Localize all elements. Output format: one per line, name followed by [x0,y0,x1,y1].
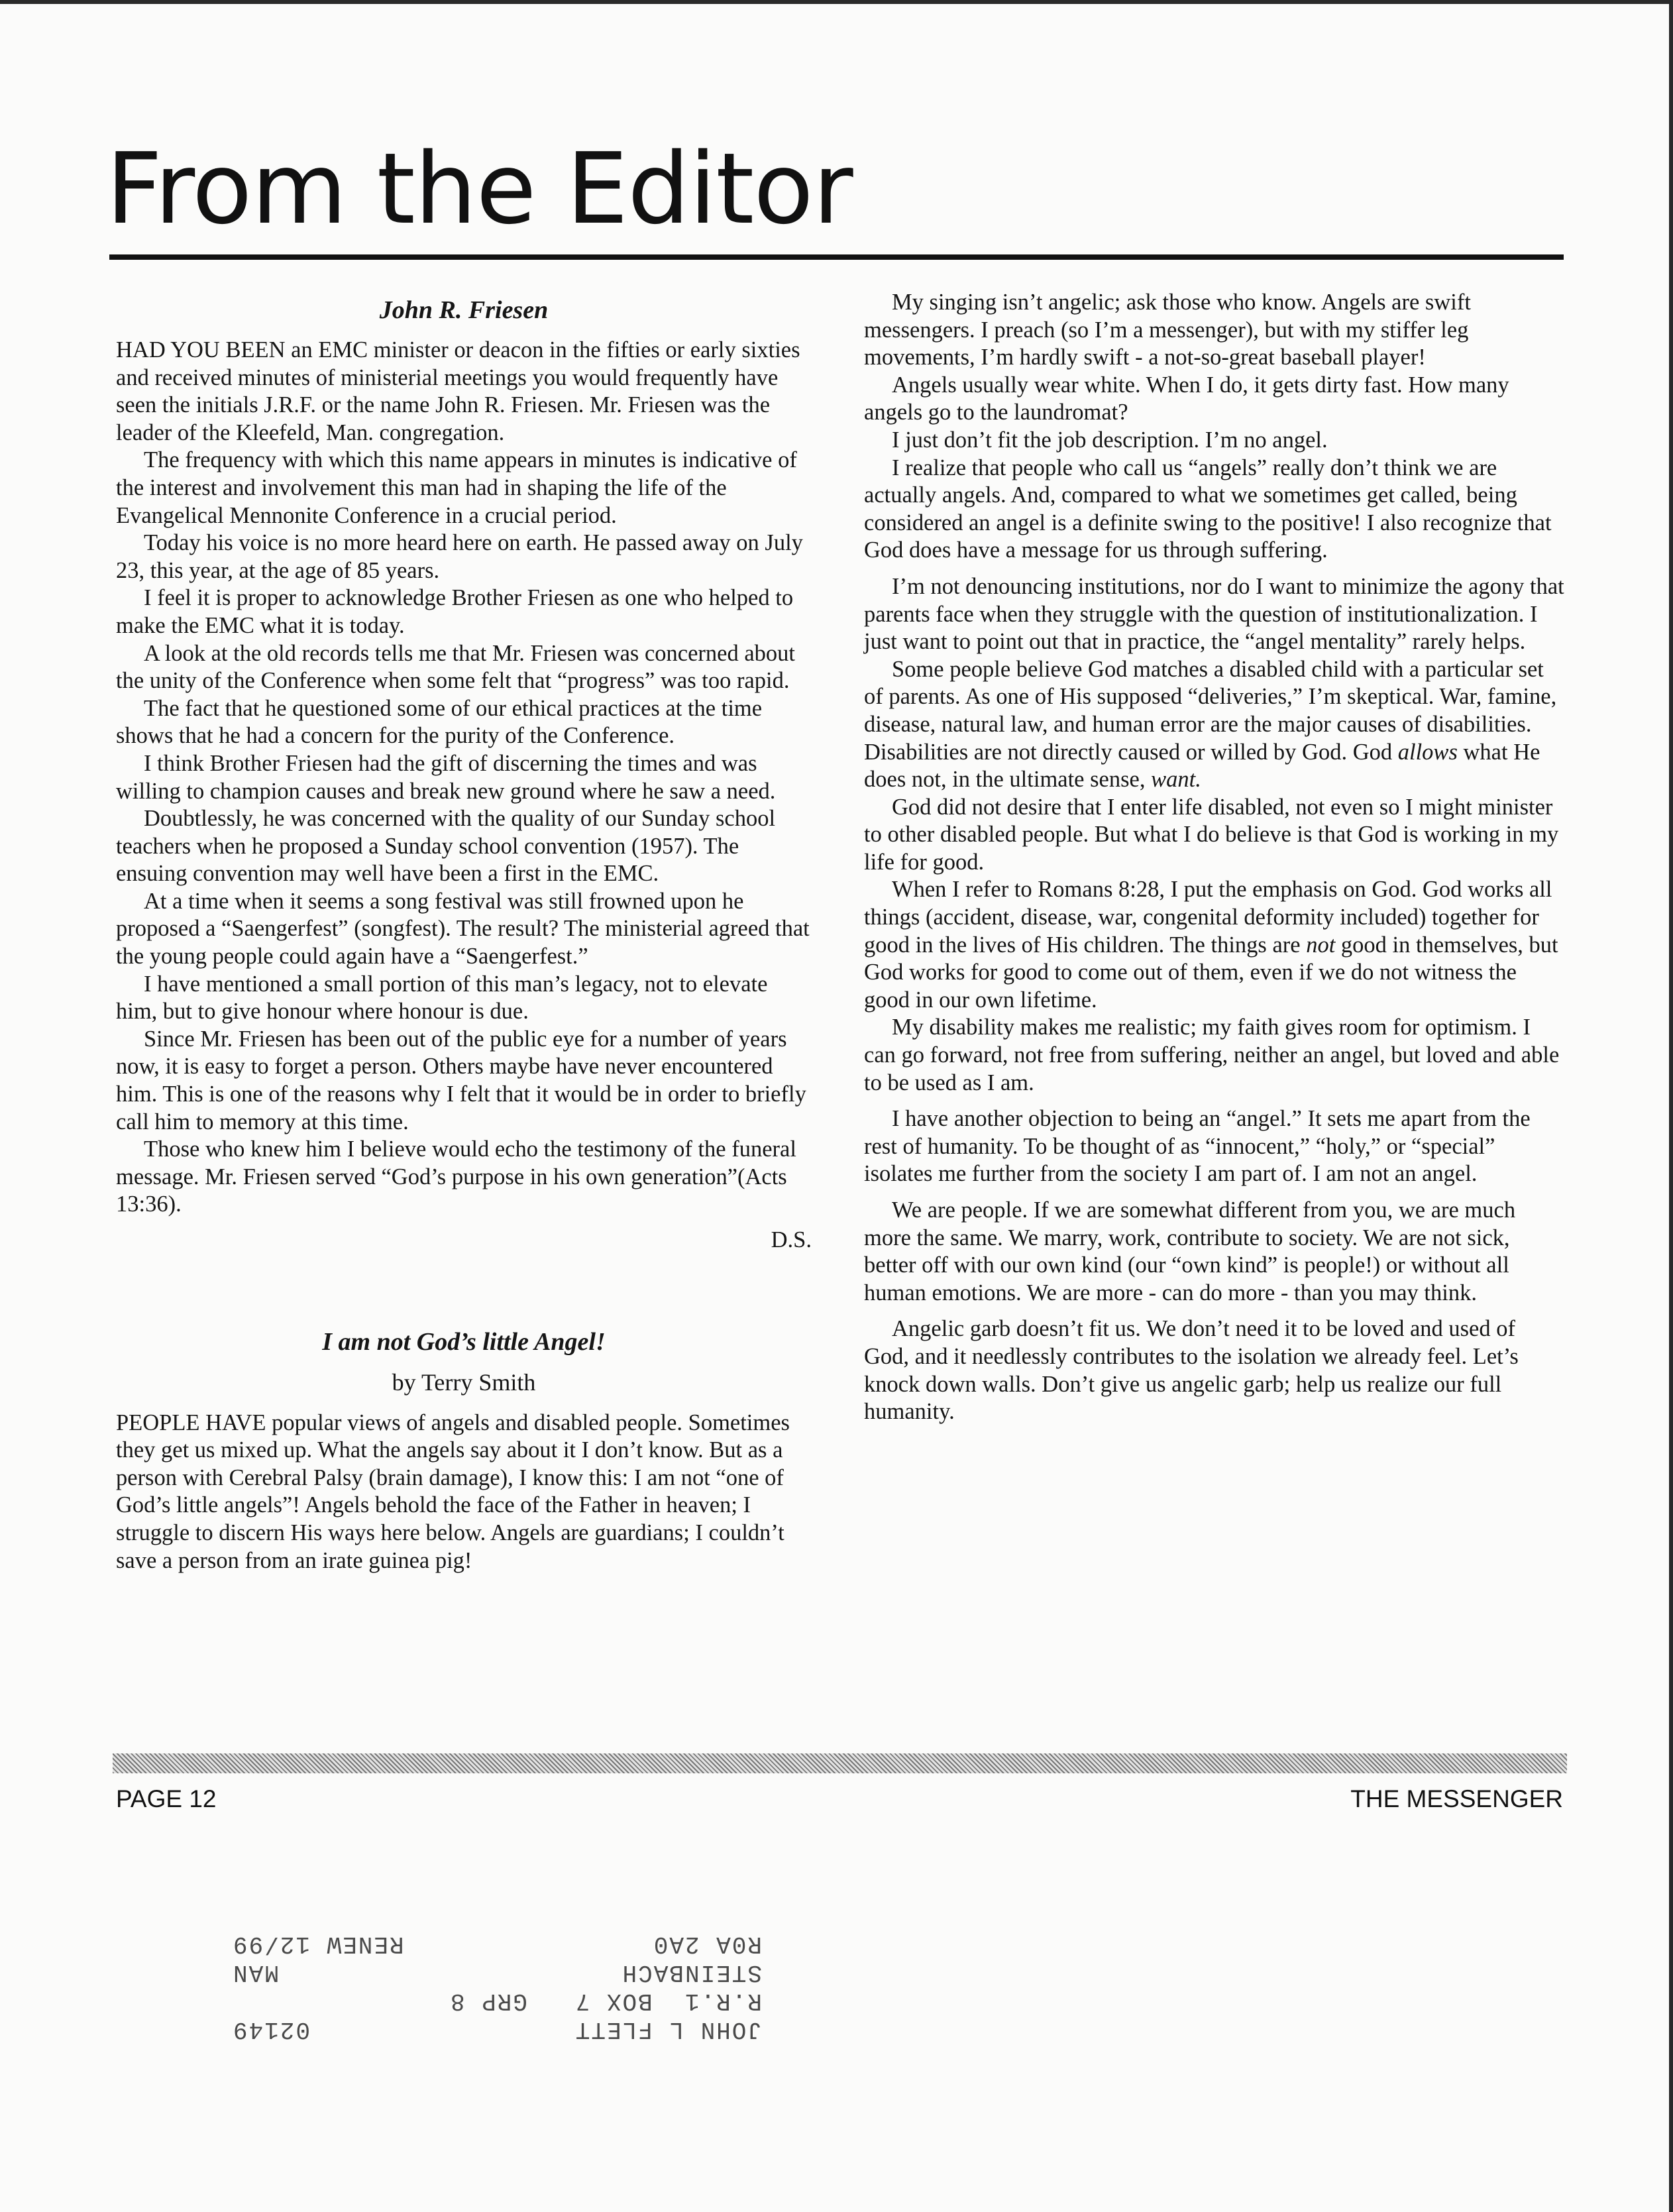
text-run: what He does not, in the ultimate sense, [864,739,1540,793]
article-paragraph: We are people. If we are somewhat different from you, we are much more the same. We marry, work, contribute to society. We are not sick, better off with our own kind (our “own kind” is people!) or without all human emotions. We are more - can do more - than you may think. [864,1197,1516,1305]
author-initials: D.S. [771,1227,812,1252]
label-postal: R0A 2A0 [652,1930,762,1958]
article-paragraph: A look at the old records tells me that Mr. Friesen was concerned about the unity of the Conference when some felt that “progress” was too rapid. [116,640,795,694]
right-column [864,289,1565,1426]
label-province: MAN [232,1959,279,1986]
label-line [232,2015,762,2044]
publication-name: THE MESSENGER [1350,1785,1563,1812]
page-title: From the Editor [106,132,853,246]
article-paragraph: God did not desire that I enter life disabled, not even so I might minister to other disabled people. But what I do believe is that God is working in my life for good. [864,794,1559,875]
article-paragraph: I have mentioned a small portion of this man’s legacy, not to elevate him, but to give honour where honour is due. [116,971,768,1024]
article-paragraph: I think Brother Friesen had the gift of discerning the times and was willing to champion causes and break new ground where he saw a need. [116,750,776,804]
label-line [232,1958,762,1987]
text-run: When I refer to Romans 8:28, I put the emphasis on God. God works all things (accident, disease, war, congenital deformity included) together for good in the lives of His children. The things are [864,877,1552,958]
text-run: good in themselves, but God works for good to come out of them, even if we do not witness the good in our own lifetime. [864,932,1558,1013]
article-paragraph: PEOPLE HAVE popular views of angels and disabled people. Sometimes they get us mixed up. What the angels say about it I don’t know. But as a person with Cerebral Palsy (brain damage), I know this: I am not “one of God’s little angels”! Angels behold the face of the Father in heaven; I struggle to discern His ways here below. Angels are guardians; I couldn’t save a person from an irate guinea pig! [116,1410,790,1573]
article-paragraph: I realize that people who call us “angels” really don’t think we are actually angels. And, compared to what we sometimes get called, being considered an angel is a definite swing to the positive! I also recognize that God does have a message for us through suffering. [864,455,1552,563]
article-paragraph: My singing isn’t angelic; ask those who know. Angels are swift messengers. I preach (so I’m a messenger), but with my stiffer leg movements, I’m hardly swift - a not-so-great baseball player! [864,290,1471,370]
emphasis-text: allows [1397,739,1458,765]
article-paragraph: Angels usually wear white. When I do, it gets dirty fast. How many angels go to the laundromat? [864,372,1509,425]
article-paragraph: I’m not denouncing institutions, nor do I want to minimize the agony that parents face when they struggle with the question of institutionalization. I just want to point out that in practice, the “angel mentality” rarely helps. [864,573,1564,655]
text-run: Some people believe God matches a disabled child with a particular set of parents. As one of His supposed “deliveries,” I’m skeptical. War, famine, disease, natural law, and human error are the major causes of disabilities. Disabilities are not directly caused or willed by God. God [864,656,1557,765]
article-paragraph: I just don’t fit the job description. I’m no angel. [892,427,1328,453]
label-line [232,1987,762,2015]
title-rule [109,254,1564,260]
column-spacer [116,1254,812,1321]
label-address: R.R.1 BOX 7 GRP 8 [449,1987,762,2015]
article-heading-friesen: John R. Friesen [379,296,549,324]
article-paragraph: I have another objection to being an “angel.” It sets me apart from the rest of humanity. To be thought of as “innocent,” “holy,” or “special” isolates me further from the society I am part of. I am not an angel. [864,1106,1531,1187]
article-paragraph [864,656,1565,794]
article-paragraph: My disability makes me realistic; my faith gives room for optimism. I can go forward, not free from suffering, neither an angel, but loved and able to be used as I am. [864,1015,1560,1095]
article-paragraph [864,876,1565,1014]
mailing-label [232,1871,762,2044]
article-paragraph: Those who knew him I believe would echo the testimony of the funeral message. Mr. Friesen served “God’s purpose in his own generation”(Acts 13:36). [116,1136,796,1217]
label-city: STEINBACH [621,1959,762,1986]
label-account: 02149 [232,2016,311,2043]
article-heading-angel: I am not God’s little Angel! [322,1327,606,1356]
article-paragraph: Angelic garb doesn’t fit us. We don’t need it to be loved and used of God, and it needlessly contributes to the isolation we already feel. Let’s knock down walls. Don’t give us angelic garb; help us realize our full humanity. [864,1316,1519,1425]
article-byline: by Terry Smith [392,1368,536,1396]
article-paragraph: Since Mr. Friesen has been out of the public eye for a number of years now, it is easy to forget a person. Others maybe have never encountered him. This is one of the reasons why I felt that it would be in order to briefly call him to memory at this time. [116,1026,806,1134]
emphasis-text: not [1306,932,1336,958]
article-paragraph: HAD YOU BEEN an EMC minister or deacon in the fifties or early sixties and received minutes of ministerial meetings you would frequently have seen the initials J.R.F. or the name John R. Friesen. Mr. Friesen was the leader of the Kleefeld, Man. congregation. [116,337,800,445]
article-paragraph: Today his voice is no more heard here on earth. He passed away on July 23, this year, at the age of 85 years. [116,530,803,583]
label-line [232,1930,762,1958]
left-column [116,289,812,1575]
article-paragraph: Doubtlessly, he was concerned with the quality of our Sunday school teachers when he proposed a Sunday school convention (1957). The ensuing convention may well have been a first in the EMC. [116,806,776,887]
article-paragraph: The fact that he questioned some of our ethical practices at the time shows that he had a concern for the purity of the Conference. [116,695,763,749]
label-name: JOHN L FLETT [574,2016,762,2043]
article-paragraph: The frequency with which this name appears in minutes is indicative of the interest and involvement this man had in shaping the life of the Evangelical Mennonite Conference in a crucial period. [116,447,797,528]
footer-rule [113,1753,1567,1773]
label-renew: RENEW 12/99 [232,1930,404,1958]
article-paragraph: I feel it is proper to acknowledge Brother Friesen as one who helped to make the EMC what it is today. [116,585,794,638]
page-number: PAGE 12 [116,1785,217,1812]
article-paragraph: At a time when it seems a song festival was still frowned upon he proposed a “Saengerfest” (songfest). The result? The ministerial agreed that the young people could again have a “Saengerfest.” [116,888,810,969]
emphasis-text: want. [1151,767,1201,793]
